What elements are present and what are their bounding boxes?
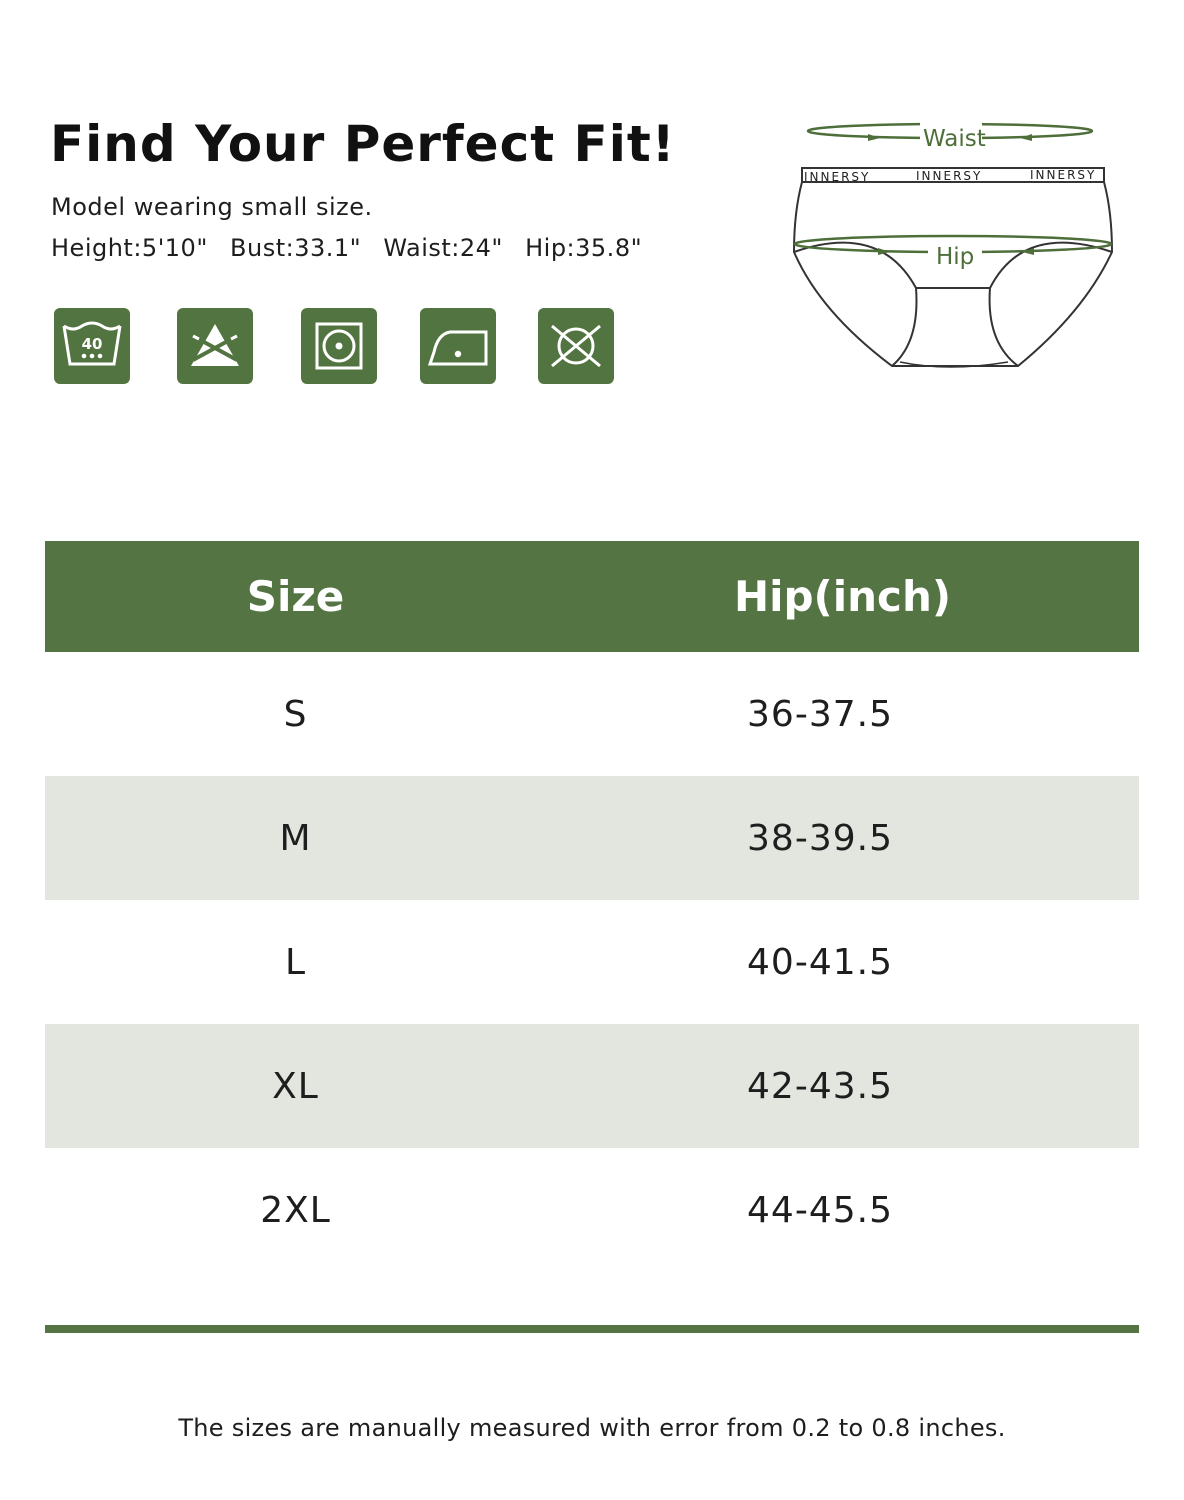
size-cell: S — [283, 693, 308, 735]
hip-cell: 36-37.5 — [747, 693, 893, 735]
hip-column-header: Hip(inch) — [733, 572, 952, 621]
hip-cell: 40-41.5 — [747, 941, 893, 983]
size-column-header: Size — [246, 572, 345, 621]
hip-cell: 38-39.5 — [747, 817, 893, 859]
size-cell: M — [279, 817, 312, 859]
iron-low-icon — [420, 308, 496, 384]
wash-temperature-label: 40 — [81, 335, 103, 353]
waist-measurement: Waist:24" — [383, 234, 503, 262]
table-row — [45, 900, 1139, 1024]
table-row — [45, 652, 1139, 776]
page-title: Find Your Perfect Fit! — [50, 115, 676, 173]
size-chart-table — [45, 541, 1139, 1272]
measurement-footnote: The sizes are manually measured with error from 0.2 to 0.8 inches. — [178, 1414, 1006, 1442]
divider — [45, 1325, 1139, 1333]
tumble-dry-icon — [301, 308, 377, 384]
wash-40-icon — [54, 308, 130, 384]
table-row — [45, 776, 1139, 900]
hip-cell: 44-45.5 — [747, 1189, 893, 1231]
no-bleach-icon — [177, 308, 253, 384]
size-cell: 2XL — [260, 1189, 331, 1231]
waist-diagram-label: Waist — [923, 126, 986, 152]
table-row — [45, 1024, 1139, 1148]
size-cell: L — [284, 941, 307, 983]
size-measurement-diagram — [780, 112, 1120, 382]
size-cell: XL — [272, 1065, 319, 1107]
table-header — [45, 541, 1139, 652]
no-dry-clean-icon — [538, 308, 614, 384]
model-note: Model wearing small size. — [51, 193, 373, 221]
table-row — [45, 1148, 1139, 1272]
waistband-brand-text: INNERSY — [1030, 168, 1097, 182]
hip-diagram-label: Hip — [936, 244, 975, 270]
hip-cell: 42-43.5 — [747, 1065, 893, 1107]
waistband-brand-text: INNERSY — [804, 170, 871, 184]
height-measurement: Height:5'10" — [51, 234, 208, 262]
care-instructions — [54, 308, 614, 384]
hip-measurement: Hip:35.8" — [525, 234, 643, 262]
model-measurements — [51, 234, 656, 262]
waistband-brand-text: INNERSY — [916, 169, 983, 183]
bust-measurement: Bust:33.1" — [230, 234, 362, 262]
